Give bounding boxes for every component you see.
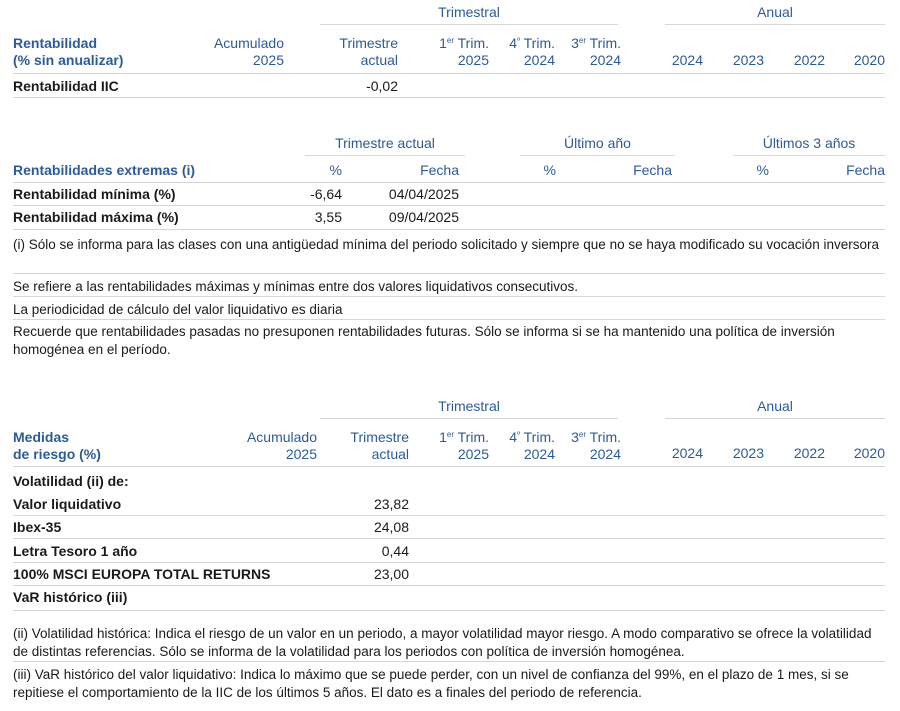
row-label: Valor liquidativo [13,496,122,512]
col-header-line [556,429,621,446]
footnote: (iii) VaR histórico del valor liquidativo: Indica lo máximo que se puede perder, con un nivel de confianza del 99%, en el plazo de 1 mes, si se repitiese el comportamiento de la IIC de los últimos 5 años. El dato es a finales del periodo de referencia. [13,667,849,700]
trim-word: Trim. [520,35,555,51]
row-divider [13,205,885,206]
table-title-line: de riesgo (%) [13,446,101,462]
header-divider [13,466,885,467]
row-label: VaR histórico (iii) [13,589,128,605]
col-header-q1-2025 [420,35,489,69]
cell-fecha: 09/04/2025 [388,209,459,225]
group-divider [665,24,885,25]
col-header-line [420,35,489,52]
ordinal-suffix: er [446,36,454,45]
group-header-ultimo-anio: Último año [564,135,631,151]
col-header-line: actual [360,52,398,68]
col-header-acumulado [213,429,317,463]
footnote: (ii) Volatilidad histórica: Indica el riesgo de un valor en un periodo, a mayor volatilidad mayor riesgo. A modo comparativo se ofrece la volatilidad de distintas referencias. Sólo se informa de la volatilidad para los periodos con política de inversión homogénea. [13,626,872,659]
col-header-trimestre-actual [300,35,398,69]
cell-fecha: 04/04/2025 [388,186,459,202]
row-divider [13,97,885,98]
col-header-line [490,35,555,52]
col-header-year: 2024 [671,52,703,68]
footnote: Recuerde que rentabilidades pasadas no presuponen rentabilidades futuras. Sólo se informa si se ha mantenido una política de inversión homogénea en el período. [13,324,835,357]
col-header-year: 2020 [853,52,885,68]
col-header-year: 2023 [732,52,764,68]
group-header-anual: Anual [757,4,793,20]
col-header-line [490,429,555,446]
col-header-pct: % [329,162,342,178]
col-header-acumulado [180,35,284,69]
col-header-line: 2024 [523,52,555,68]
header-divider [13,182,885,183]
group-divider [665,418,885,419]
group-header-trimestral: Trimestral [438,4,500,20]
ordinal-suffix: º [517,430,520,439]
col-header-pct: % [756,162,769,178]
row-label: 100% MSCI EUROPA TOTAL RETURNS [13,566,271,582]
col-header-line: Acumulado [213,35,284,51]
row-label: Rentabilidad mínima (%) [13,186,176,202]
col-header-q3-2024 [556,429,621,463]
table-title [13,35,123,69]
footnote: Se refiere a las rentabilidades máximas y mínimas entre dos valores liquidativos consecutivos. [13,279,579,294]
footnote: (i) Sólo se informa para las clases con una antigüedad mínima del periodo solicitado y siempre que no se haya modificado su vocación inversora [13,237,879,252]
col-header-line: actual [371,446,409,462]
col-header-fecha: Fecha [846,162,885,178]
trim-word: Trim. [454,429,489,445]
volatilidad-label: Volatilidad (ii) de: [13,473,129,489]
col-header-fecha: Fecha [633,162,672,178]
col-header-line [420,429,489,446]
ordinal-suffix: er [578,430,586,439]
col-header-line: Trimestre [339,35,398,51]
note-divider [13,661,885,662]
row-divider [13,538,885,539]
col-header-year: 2023 [732,445,764,461]
col-header-pct: % [543,162,556,178]
group-divider [305,155,465,156]
col-header-year: 2020 [853,445,885,461]
cell-pct: 3,55 [314,209,342,225]
col-header-q3-2024 [556,35,621,69]
table-title [13,429,101,463]
table-title: Rentabilidades extremas (i) [13,162,196,178]
row-divider [13,515,885,516]
row-label: Letra Tesoro 1 año [13,543,138,559]
ordinal-suffix: er [446,430,454,439]
group-divider [520,155,675,156]
col-header-line: 2025 [252,52,284,68]
col-header-fecha: Fecha [420,162,459,178]
col-header-year: 2022 [793,445,825,461]
ordinal-number: 4 [509,429,518,445]
cell-trimestre-actual: 0,44 [381,543,409,559]
col-header-line [556,35,621,52]
footnote: La periodicidad de cálculo del valor liquidativo es diaria [13,302,343,317]
cell-trimestre-actual: 23,82 [373,496,409,512]
ordinal-number: 4 [509,35,518,51]
group-divider [733,155,885,156]
col-header-line: 2024 [589,52,621,68]
group-header-ultimos-3-anios: Últimos 3 años [762,135,856,151]
cell-trimestre-actual: 23,00 [373,566,409,582]
col-header-q4-2024 [490,429,555,463]
col-header-line: 2025 [457,446,489,462]
group-header-trimestral: Trimestral [438,398,500,414]
group-divider [320,418,618,419]
ordinal-number: 1 [439,429,447,445]
col-header-line: 2024 [589,446,621,462]
trim-word: Trim. [454,35,489,51]
col-header-trimestre-actual [320,429,409,463]
note-divider [13,319,885,320]
header-divider [13,73,885,74]
group-header-trimestre-actual: Trimestre actual [335,135,435,151]
ordinal-suffix: er [578,36,586,45]
ordinal-number: 1 [439,35,447,51]
col-header-year: 2022 [793,52,825,68]
cell-trimestre-actual: 24,08 [373,519,409,535]
col-header-line: Acumulado [246,429,317,445]
col-header-q1-2025 [420,429,489,463]
note-divider [13,296,885,297]
ordinal-number: 3 [571,35,579,51]
col-header-line: Trimestre [350,429,409,445]
table-title-line: Rentabilidad [13,35,98,51]
col-header-year: 2024 [671,445,703,461]
trim-word: Trim. [586,35,621,51]
col-header-q4-2024 [490,35,555,69]
cell-trimestre-actual: -0,02 [366,78,398,94]
row-label: Rentabilidad IIC [13,78,119,94]
col-header-line: 2025 [457,52,489,68]
row-divider [13,229,885,230]
group-header-anual: Anual [757,398,793,414]
group-divider [320,24,618,25]
ordinal-number: 3 [571,429,579,445]
col-header-line: 2025 [285,446,317,462]
col-header-line: 2024 [523,446,555,462]
note-divider [13,273,885,274]
table-title-line: (% sin anualizar) [13,52,124,68]
cell-pct: -6,64 [310,186,342,202]
row-label: Ibex-35 [13,519,62,535]
row-divider [13,610,885,611]
trim-word: Trim. [586,429,621,445]
table-title-line: Medidas [13,429,70,445]
ordinal-suffix: º [517,36,520,45]
row-divider [13,585,885,586]
row-divider [13,562,885,563]
row-label: Rentabilidad máxima (%) [13,209,179,225]
trim-word: Trim. [520,429,555,445]
